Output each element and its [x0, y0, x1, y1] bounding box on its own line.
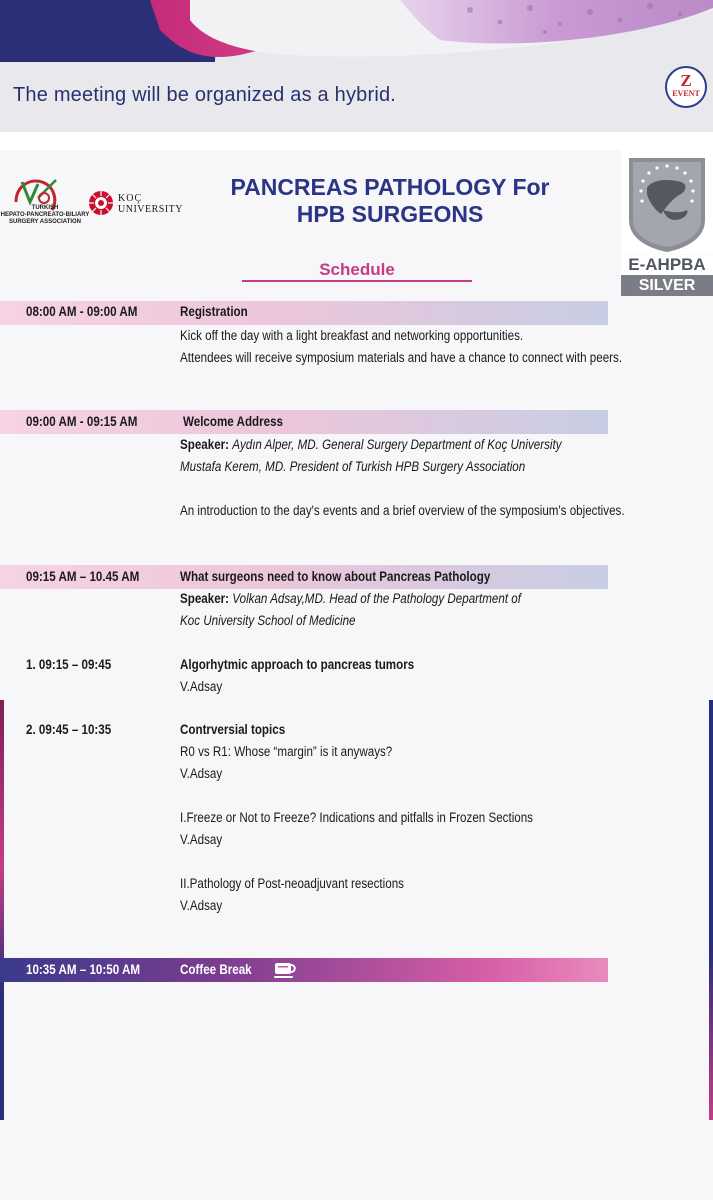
- badge-level: SILVER: [621, 275, 713, 296]
- koc-university-emblem-icon: [88, 190, 114, 216]
- session-time: 09:00 AM - 09:15 AM: [26, 414, 138, 429]
- session-description: Kick off the day with a light breakfast and networking opportunities.: [180, 328, 524, 343]
- schedule-underline: [242, 280, 472, 282]
- topic-speaker: V.Adsay: [180, 898, 223, 913]
- session-time: 09:15 AM – 10.45 AM: [26, 569, 140, 584]
- session-time: 08:00 AM - 09:00 AM: [26, 304, 138, 319]
- title-line-1: PANCREAS PATHOLOGY For: [230, 174, 550, 200]
- speaker-name: Aydın Alper, MD. General Surgery Department of Koç University: [232, 437, 562, 452]
- z-event-word: EVENT: [672, 89, 700, 98]
- session-description: An introduction to the day's events and a brief overview of the symposium's objectives.: [180, 503, 625, 518]
- separator-gap: [0, 132, 713, 150]
- session-heading: Welcome Address: [183, 414, 284, 429]
- z-event-logo: [665, 66, 707, 108]
- topic-speaker: V.Adsay: [180, 766, 223, 781]
- right-accent-strip: [709, 700, 713, 1120]
- association-line: TURKISH: [31, 205, 59, 211]
- university-word: UNIVERSITY: [118, 204, 183, 215]
- top-banner: [0, 0, 713, 132]
- speaker-label: Speaker:: [180, 591, 230, 606]
- topic-title: R0 vs R1: Whose “margin” is it anyways?: [180, 744, 393, 759]
- badge-name: E-AHPBA: [621, 255, 713, 275]
- association-name: [0, 205, 90, 226]
- speaker-line: [180, 437, 562, 452]
- session-heading: What surgeons need to know about Pancreas Pathology: [180, 569, 491, 584]
- session-description: Attendees will receive symposium materials and have a chance to connect with peers.: [180, 350, 623, 365]
- speaker-line: [180, 591, 521, 606]
- coffee-cup-icon: [273, 960, 299, 980]
- z-event-letter: Z: [680, 71, 692, 90]
- session-heading: Registration: [180, 304, 248, 319]
- association-line: SURGERY ASSOCIATION: [8, 219, 81, 225]
- title-line-2: HPB SURGEONS: [296, 201, 484, 227]
- session-heading: Coffee Break: [180, 962, 252, 977]
- left-accent-strip: [0, 700, 4, 1120]
- subsession-time: 2. 09:45 – 10:35: [26, 722, 112, 737]
- topic-speaker: V.Adsay: [180, 832, 223, 847]
- koc-university-wordmark: [118, 193, 183, 216]
- topic-title: I.Freeze or Not to Freeze? Indications and pitfalls in Frozen Sections: [180, 810, 533, 825]
- schedule-heading: Schedule: [319, 260, 395, 279]
- session-time: 10:35 AM – 10:50 AM: [26, 962, 141, 977]
- association-line: HEPATO-PANCREATO-BILIARY: [0, 212, 90, 218]
- event-title: [200, 174, 580, 228]
- speaker-name: Mustafa Kerem, MD. President of Turkish HPB Surgery Association: [180, 459, 526, 474]
- subsession-time: 1. 09:15 – 09:45: [26, 657, 112, 672]
- banner-graphic: [0, 0, 713, 62]
- subsession-heading: Algorhytmic approach to pancreas tumors: [180, 657, 415, 672]
- liver-shield-icon: [621, 150, 713, 254]
- hybrid-notice: The meeting will be organized as a hybrid.: [13, 84, 397, 106]
- speaker-label: Speaker:: [180, 437, 230, 452]
- subsession-speaker: V.Adsay: [180, 679, 223, 694]
- topic-title: II.Pathology of Post-neoadjuvant resections: [180, 876, 404, 891]
- subsession-heading: Contrversial topics: [180, 722, 286, 737]
- e-ahpba-silver-badge: [621, 150, 713, 294]
- koc-word: KOÇ: [118, 193, 143, 204]
- speaker-name: Koc University School of Medicine: [180, 613, 356, 628]
- speaker-name: Volkan Adsay,MD. Head of the Pathology Department of: [232, 591, 521, 606]
